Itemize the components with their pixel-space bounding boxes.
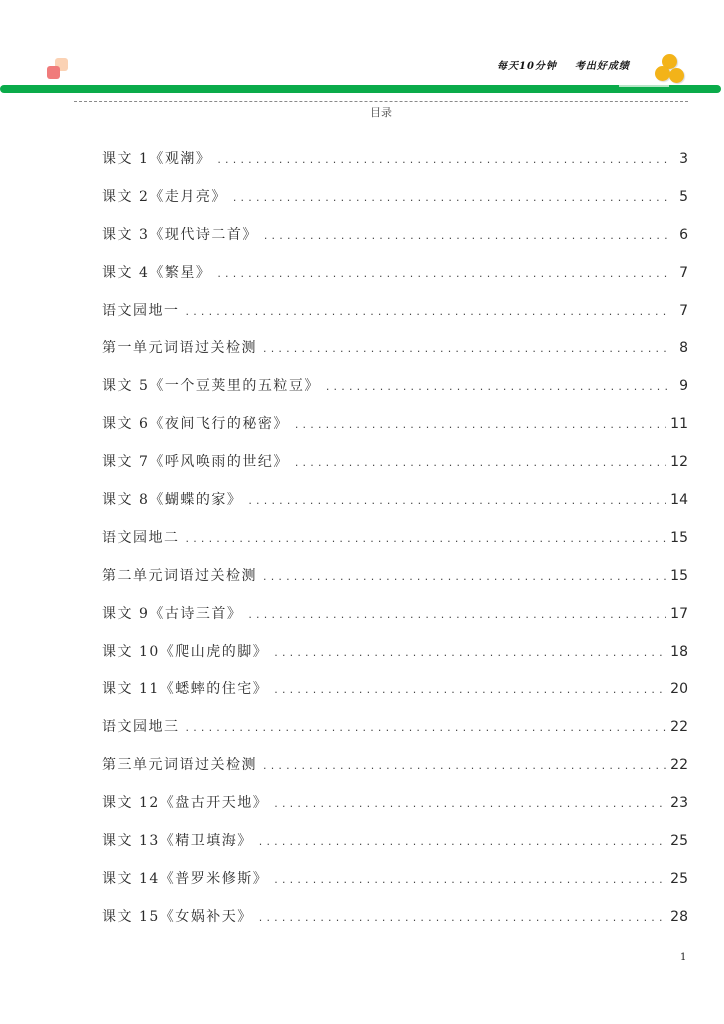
logo-dot: [655, 66, 670, 81]
toc-leader-dots: [248, 608, 666, 621]
toc-entry-page: 28: [670, 908, 688, 925]
toc-entry[interactable]: [102, 754, 688, 792]
toc-entry[interactable]: [102, 792, 688, 830]
toc-leader-dots: [259, 911, 666, 924]
slogan-part-1: 每天10分钟: [497, 61, 557, 72]
slogan-part-2: 考出好成绩: [574, 61, 630, 72]
toc-entry[interactable]: [102, 262, 688, 300]
toc-entry-label: 课文 8《蝴蝶的家》: [102, 492, 243, 509]
toc-entry-page: 3: [679, 151, 688, 167]
toc-entry[interactable]: [102, 224, 688, 262]
toc-entry-page: 12: [670, 454, 688, 471]
footer-page-number: 1: [680, 952, 687, 963]
toc-entry-page: 23: [670, 795, 688, 812]
toc-entry-page: 7: [679, 302, 688, 319]
toc-entry-label: 课文 12《盘古开天地》: [102, 795, 269, 812]
toc-entry-page: 15: [670, 529, 688, 546]
toc-leader-dots: [233, 191, 668, 204]
toc-entry-page: 22: [670, 719, 688, 736]
toc-entry[interactable]: [102, 451, 688, 489]
toc-leader-dots: [274, 873, 666, 886]
bar-highlight: [619, 85, 669, 87]
toc-entry[interactable]: [102, 868, 688, 906]
toc-entry-page: 25: [670, 833, 688, 850]
toc-entry-page: 22: [670, 757, 688, 774]
toc-entry-page: 6: [679, 226, 688, 243]
toc-entry-page: 5: [679, 188, 688, 205]
toc-entry[interactable]: [102, 375, 688, 413]
toc-entry-label: 第一单元词语过关检测: [102, 340, 257, 357]
toc-entry-label: 课文 2《走月亮》: [102, 188, 227, 205]
toc-entry[interactable]: [102, 489, 688, 527]
toc-leader-dots: [186, 305, 669, 318]
toc-leader-dots: [295, 456, 666, 469]
toc-entry[interactable]: [102, 906, 688, 944]
toc-leader-dots: [186, 721, 667, 734]
header-green-bar: [0, 85, 721, 93]
toc-entry[interactable]: [102, 527, 688, 565]
toc-entry-label: 课文 9《古诗三首》: [102, 605, 243, 622]
toc-leader-dots: [186, 532, 667, 545]
toc-entry-page: 18: [670, 643, 688, 660]
toc-entry-page: 15: [670, 567, 688, 584]
toc-entry-page: 8: [679, 340, 688, 357]
toc-entry-label: 课文 4《繁星》: [102, 264, 212, 281]
toc-leader-dots: [274, 797, 666, 810]
toc-title: 目录: [370, 106, 392, 119]
toc-entry-label: 语文园地二: [102, 529, 180, 546]
toc-entry-page: 25: [670, 870, 688, 887]
toc-entry[interactable]: [102, 830, 688, 868]
header-slogan: [497, 57, 630, 72]
toc-entry[interactable]: [102, 148, 688, 186]
toc-leader-dots: [274, 683, 666, 696]
toc-entry-label: 课文 5《一个豆荚里的五粒豆》: [102, 378, 320, 395]
toc-leader-dots: [263, 570, 666, 583]
toc-entry-label: 课文 13《精卫填海》: [102, 833, 253, 850]
toc-leader-dots: [264, 229, 668, 242]
toc-entry[interactable]: [102, 337, 688, 375]
toc-entry-label: 课文 14《普罗米修斯》: [102, 870, 269, 887]
toc-entry[interactable]: [102, 641, 688, 679]
logo-three-dots-icon: [655, 54, 691, 88]
toc-leader-dots: [259, 835, 666, 848]
toc-entry[interactable]: [102, 678, 688, 716]
toc-entry-label: 语文园地一: [102, 302, 180, 319]
toc-leader-dots: [248, 494, 666, 507]
toc-entry-page: 20: [670, 681, 688, 698]
toc-entry-label: 课文 11《蟋蟀的住宅》: [102, 681, 269, 698]
toc-entry-label: 课文 6《夜间飞行的秘密》: [102, 416, 289, 433]
toc-entry-page: 9: [679, 378, 688, 395]
logo-dot: [669, 68, 684, 83]
toc-leader-dots: [326, 380, 668, 393]
toc-entry-label: 第三单元词语过关检测: [102, 757, 257, 774]
header-dashed-divider: [74, 101, 688, 102]
logo-square-dark: [47, 66, 60, 79]
toc-entry[interactable]: [102, 413, 688, 451]
toc-entry-page: 14: [670, 492, 688, 509]
logo-squares-icon: [46, 58, 70, 82]
toc-entry-label: 课文 1《观潮》: [102, 151, 212, 167]
toc-entry-label: 课文 10《爬山虎的脚》: [102, 643, 269, 660]
toc-entry-label: 课文 7《呼风唤雨的世纪》: [102, 454, 289, 471]
toc-leader-dots: [263, 342, 668, 355]
toc-entry[interactable]: [102, 716, 688, 754]
toc-leader-dots: [217, 267, 668, 280]
toc-entry-page: 11: [670, 416, 688, 433]
toc-leader-dots: [274, 646, 666, 659]
toc-entry-label: 第二单元词语过关检测: [102, 567, 257, 584]
toc-entry[interactable]: [102, 603, 688, 641]
toc-leader-dots: [263, 759, 666, 772]
toc-entry-label: 语文园地三: [102, 719, 180, 736]
toc-entry-page: 17: [670, 605, 688, 622]
toc-entry-label: 课文 15《女娲补天》: [102, 908, 253, 925]
toc-leader-dots: [217, 153, 668, 166]
toc-entry-label: 课文 3《现代诗二首》: [102, 226, 258, 243]
toc-entry[interactable]: [102, 300, 688, 338]
table-of-contents: [102, 148, 688, 944]
toc-entry[interactable]: [102, 186, 688, 224]
toc-entry-page: 7: [679, 264, 688, 281]
toc-leader-dots: [295, 418, 666, 431]
page-header: [0, 0, 724, 119]
toc-entry[interactable]: [102, 565, 688, 603]
